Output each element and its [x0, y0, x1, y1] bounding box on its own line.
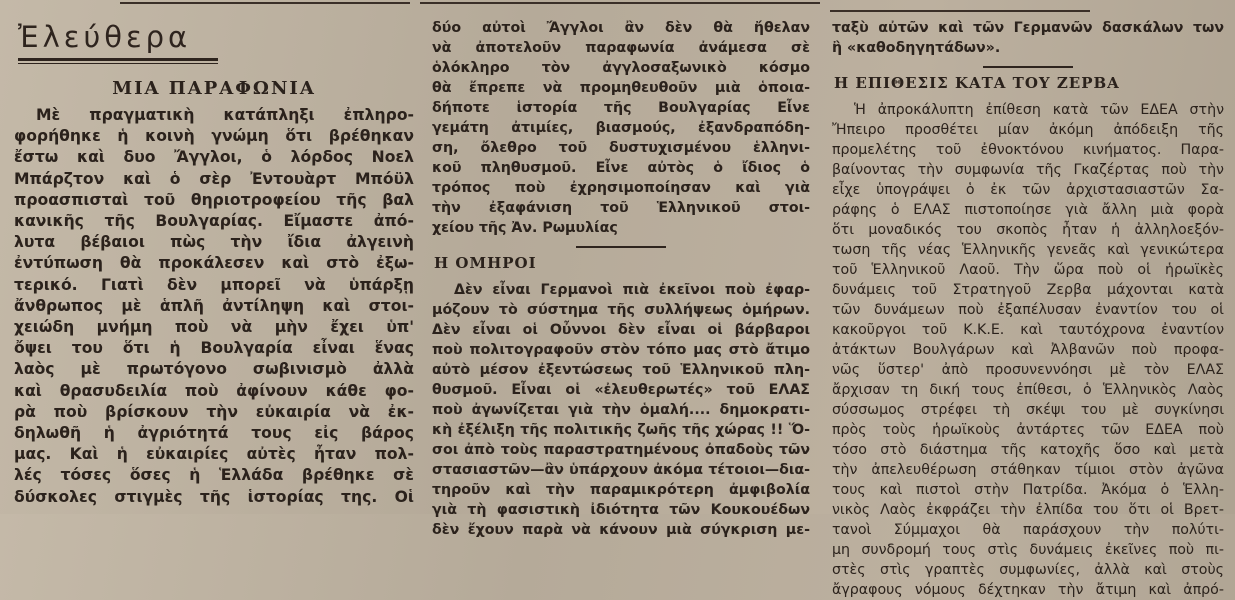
text-line: τανοὶ Σύμμαχοι θὰ παράσχουν τὴν πολύτι-: [832, 522, 1224, 538]
text-line: νὰ ἀποτελοῦν παραφωνία ἀνάμεσα σὲ: [432, 40, 810, 56]
text-line: δηλωθῆ ἡ ἀγριότητά τους εἰς βάρος: [14, 424, 414, 443]
column-3: [832, 0, 1224, 598]
text-line: τοῦ Ἑλληνικοῦ Λαοῦ. Τὴν ὥρα ποὺ οἱ ἡρωϊκὲς: [832, 262, 1224, 278]
column-1: [14, 0, 414, 514]
article-2-body: [432, 280, 810, 540]
text-line: Δὲν εἶναι οἱ Οὖννοι δὲν εἶναι οἱ βάρβαροι: [432, 322, 810, 338]
article-1-continued: [432, 18, 810, 238]
text-line: δὲν ἔχουν παρὰ νὰ κάνουν μιὰ σύγκριση με-: [432, 522, 810, 538]
text-line: ὄψει του ὅτι ἡ Βουλγαρία εἶναι ἕνας: [14, 339, 414, 358]
text-line: κοῦ πληθυσμοῦ. Εἶνε αὐτὸς ὁ ἴδιος ὁ: [432, 160, 810, 176]
section-divider: [576, 246, 666, 248]
text-line: θυσμοῦ. Εἶναι οἱ «ἐλευθερωτές» τοῦ ΕΛΑΣ: [432, 382, 810, 398]
text-line: αὐτὸ μέσον ἐξεντώσεως τοῦ Ἑλληνικοῦ πλη-: [432, 362, 810, 378]
text-line: δύσκολες στιγμὲς τῆς ἱστορίας της. Οἱ: [14, 487, 414, 506]
text-line: τῶν δυνάμεων ποὺ ἐξαπέλυσαν ἐναντίον του οἱ: [832, 302, 1224, 318]
text-line: Μὲ πραγματικὴ κατάπληξι ἐπληρο-: [36, 106, 414, 124]
text-line: μας. Καὶ ἡ εὐκαιρίες αὐτὲς ἦταν πολ-: [14, 445, 414, 464]
text-line: γεμάτη ἀτιμίες, βιασμούς, ἐξανδραπόδη-: [432, 120, 810, 136]
text-line: ποὺ ἀγωνίζεται γιὰ τὴν ὁμαλή.... δημοκρατι-: [432, 402, 810, 418]
text-line: τους καὶ πιστοὶ στὴν Πατρίδα. Ἀκόμα ὁ Ἑλλη-: [832, 482, 1224, 498]
text-line: τόσο στὸ διάστημα τῆς κατοχῆς ὅσο καὶ μετὰ: [832, 442, 1224, 458]
text-line: ἐντύπωση θὰ προκάλεσεν καὶ στὸ ἐξω-: [14, 254, 414, 273]
text-line: σοι ἀπὸ τοὺς παραστρατημένους ὀπαδοὺς τῶν: [432, 442, 810, 458]
text-line: κὴ ἐξέλιξη τῆς πολιτικῆς ζωῆς τῆς χώρας !! Ὅ-: [432, 422, 810, 438]
text-line: χείου τῆς Ἀν. Ρωμυλίας: [432, 220, 618, 236]
text-line: δυνάμεις τοῦ Στρατηγοῦ Ζερβα μάχονται κατὰ: [832, 282, 1224, 298]
text-line: τερικό. Γιατὶ δὲν μπορεῖ νὰ ὑπάρξῃ: [14, 275, 414, 294]
text-line: λαὸς μὲ πρωτόγονο σωβινισμὸ ἀλλὰ: [14, 360, 414, 379]
text-line: τωση τῆς νέας Ἑλληνικῆς γενεᾶς καὶ γενικώτερα: [832, 242, 1224, 258]
text-line: πρὸς τοὺς ἡρωϊκοὺς ἀντάρτες τῶν ΕΔΕΑ ποὺ: [832, 422, 1224, 438]
text-line: θὰ ἔπρεπε νὰ προμηθευθοῦν μιὰ ὁποια-: [432, 80, 810, 96]
text-line: τὴν ἀπελευθέρωση στάθηκαν τίμιοι στὸν ἀγῶνα: [832, 462, 1224, 478]
text-line: δύο αὐτοὶ Ἄγγλοι ἂν δὲν θὰ ἤθελαν: [432, 20, 810, 36]
masthead-rule: [18, 58, 218, 64]
text-line: Ἤπειρο προσθέτει μίαν ἀκόμη ἀπόδειξη τῆς: [832, 122, 1224, 138]
text-line: στὲς στὶς γραπτὲς συμφωνίες, ἀλλὰ καὶ στοὺς: [832, 562, 1224, 578]
text-line: ἄρχισαν τη δική τους ἐπίθεσι, ὁ Ἑλληνικὸς Λαὸς: [832, 382, 1224, 398]
text-line: κανικῆς τῆς Βουλγαρίας. Εἴμαστε ἀπό-: [14, 212, 414, 231]
text-line: λυτα βέβαιοι πὼς τὴν ἴδια ἀλγεινὴ: [14, 233, 414, 252]
text-line: ράφης ὁ ΕΛΑΣ πιστοποίησε γιὰ ἄλλη μιὰ φορὰ: [832, 202, 1224, 218]
text-line: βαίνοντας τὴν συμφωνία τῆς Γκαζέρτας ποὺ τὴν: [832, 162, 1224, 178]
text-line: προασπισταὶ τοῦ θηριοτροφείου τῆς βαλ: [14, 190, 414, 209]
masthead: Ἐλεύθερα: [18, 20, 192, 54]
text-line: μόζουν τὸ σύστημα τῆς συλλήψεως ὁμήρων.: [432, 302, 810, 318]
text-line: τὴν ἐξαφάνιση τοῦ Ἑλληνικοῦ στοι-: [432, 200, 810, 216]
article-3-body: [832, 100, 1224, 600]
text-line: Μπάρζτον καὶ ὁ σὲρ Ἐντουὰρτ Μπόϋλ: [14, 169, 414, 188]
text-line: φορήθηκε ἡ κοινὴ γνώμη ὅτι βρέθηκαν: [14, 127, 414, 146]
article-1-body: [14, 105, 414, 508]
article-2-title: Η ΟΜΗΡΟΙ: [434, 254, 537, 272]
text-line: ἄγραφους νόμους δέχτηκαν τὴν ἄτιμη καὶ ἀπρό-: [832, 582, 1224, 598]
column-2: [432, 0, 810, 538]
text-line: Ἡ ἀπροκάλυπτη ἐπίθεση κατὰ τῶν ΕΔΕΑ στὴν: [854, 102, 1224, 118]
text-line: καὶ θρασυδειλία ποὺ ἀφίνουν κάθε φο-: [14, 381, 414, 400]
text-line: στασιαστῶν—ἂν ὑπάρχουν ἀκόμα τέτοιοι—δια-: [432, 462, 810, 478]
text-line: ἀτάκτων Βουλγάρων καὶ Ἀλβανῶν ποὺ προφα-: [832, 342, 1224, 358]
text-line: νικὸς Λαὸς ἐκφράζει τὴν ἐλπίδα του ὅτι οἱ Βρετ-: [832, 502, 1224, 518]
text-line: σύσσωμος στρέφει τὴ σκέψι του μὲ συγκίνησι: [832, 402, 1224, 418]
text-line: ὁλόκληρο τὸν ἀγγλοσαξωνικὸ κόσμο: [432, 60, 810, 76]
article-3-title: Η ΕΠΙΘΕΣΙΣ ΚΑΤΑ ΤΟΥ ΖΕΡΒΑ: [834, 74, 1120, 92]
text-line: ἔστω καὶ δυο Ἄγγλοι, ὁ λόρδος Νοελ: [14, 148, 414, 167]
article-1-title: ΜΙΑ ΠΑΡΑΦΩΝΙΑ: [112, 78, 316, 99]
text-line: ρὰ ποὺ βρίσκουν τὴν εὐκαιρία νὰ ἐκ-: [14, 402, 414, 421]
text-line: κακοῦργοι τοῦ Κ.Κ.Ε. καὶ ταυτόχρονα ἐναντίον: [832, 322, 1224, 338]
text-line: ποὺ πολιτογραφοῦν στὸν τόπο μας στὸ ἄτιμο: [432, 342, 810, 358]
text-line: ση, ὄλεθρο τοῦ δυστυχισμένου ἑλληνι-: [432, 140, 810, 156]
section-divider: [983, 66, 1073, 68]
text-line: τρόπος ποὺ ἐχρησιμοποίησαν καὶ γιὰ: [432, 180, 810, 196]
text-line: μη συνδρομή τους στὶς δυνάμεις ἐκεῖνες ποὺ πι-: [832, 542, 1224, 558]
text-line: ἄνθρωπος μὲ ἁπλῆ ἀντίληψη καὶ στοι-: [14, 296, 414, 315]
text-line: νῶς ὕστερ' ἀπὸ προσυνεννόησι μὲ τὸν ΕΛΑΣ: [832, 362, 1224, 378]
text-line: ταξὺ αὐτῶν καὶ τῶν Γερμανῶν δασκάλων των: [832, 20, 1224, 36]
text-line: γιὰ τὴ φασιστικὴ ἰδιότητα τῶν Κουκουέδων: [432, 502, 810, 518]
text-line: δήποτε ἱστορία τῆς Βουλγαρίας Εἶνε: [432, 100, 810, 116]
text-line: εἶχε ὑπογράψει ὁ ἐκ τῶν ἀρχιστασιαστῶν Σα-: [832, 182, 1224, 198]
article-2-continued: [832, 18, 1224, 58]
text-line: λές τόσες ὅσες ἡ Ἑλλάδα βρέθηκε σὲ: [14, 466, 414, 485]
text-line: προμελέτης τοῦ ἐθνοκτόνου κινήματος. Παρα-: [832, 142, 1224, 158]
text-line: χειώδη μνήμη ποὺ νὰ μὴν ἔχει ὑπ': [14, 318, 414, 337]
text-line: ἢ «καθοδηγητάδων».: [832, 40, 1001, 56]
text-line: τηροῦν καὶ τὴν παραμικρότερη ἀμφιβολία: [432, 482, 810, 498]
text-line: Δὲν εἶναι Γερμανοὶ πιὰ ἐκεῖνοι ποὺ ἐφαρ-: [454, 282, 810, 298]
text-line: ὅτι μοναδικός του σκοπὸς ἦταν ἡ ἀλληλοεξόν-: [832, 222, 1224, 238]
